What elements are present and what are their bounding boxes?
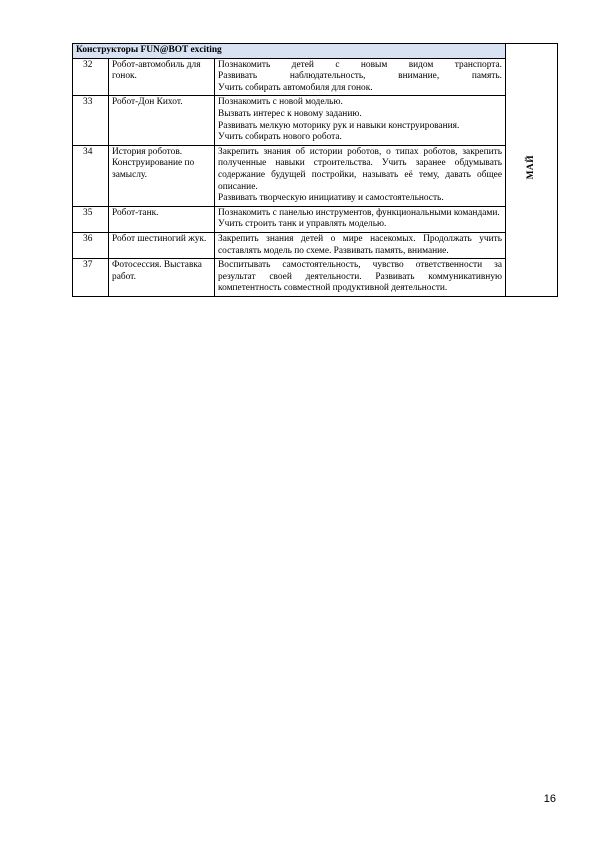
lesson-number: 34 xyxy=(73,145,109,206)
goal-line: Воспитывать самостоятельность, чувство ответственности за результат своей деятельности. Развивать коммуникативную компетентность совместной продуктивной деятельности. xyxy=(218,260,503,294)
goal-line: Учить строить танк и управлять моделью. xyxy=(218,219,387,230)
lesson-topic: Робот шестиногий жук. xyxy=(109,232,215,258)
table-row xyxy=(73,206,558,232)
goal-line: Познакомить с панелью инструментов, функциональными командами. xyxy=(218,207,500,218)
lesson-number: 36 xyxy=(73,232,109,258)
lesson-goals xyxy=(215,58,506,96)
table-row xyxy=(73,232,558,258)
lesson-number: 35 xyxy=(73,206,109,232)
lesson-topic: Робот-танк. xyxy=(109,206,215,232)
lesson-topic: Робот-автомобиль для гонок. xyxy=(109,58,215,96)
goal-line: Развивать творческую инициативу и самостоятельность. xyxy=(218,193,444,204)
goal-line: Познакомить с новой моделью. xyxy=(218,97,343,108)
goal-line: Учить собирать автомобиля для гонок. xyxy=(218,82,373,93)
lesson-topic: Робот-Дон Кихот. xyxy=(109,96,215,145)
goal-line: Развивать мелкую моторику рук и навыки конструирования. xyxy=(218,120,460,131)
lesson-goals xyxy=(215,96,506,145)
lesson-number: 33 xyxy=(73,96,109,145)
lesson-number: 37 xyxy=(73,259,109,297)
goal-line: Вызвать интерес к новому заданию. xyxy=(218,108,362,119)
goal-line: Развивать наблюдательность, внимание, память. xyxy=(218,71,503,82)
lesson-goals xyxy=(215,232,506,258)
lesson-goals xyxy=(215,206,506,232)
month-cell xyxy=(506,44,558,297)
page-number: 16 xyxy=(543,793,556,805)
lesson-goals xyxy=(215,145,506,206)
table-row xyxy=(73,145,558,206)
section-header-row xyxy=(73,44,558,59)
table-row xyxy=(73,96,558,145)
lesson-number: 32 xyxy=(73,58,109,96)
lesson-topic: История роботов. Конструирование по замыслу. xyxy=(109,145,215,206)
table-row xyxy=(73,58,558,96)
month-label: МАЙ xyxy=(525,155,536,180)
goal-line: Познакомить детей с новым видом транспорта. xyxy=(218,59,503,70)
lesson-plan-table xyxy=(72,43,558,297)
section-header: Конструкторы FUN@BOT exciting xyxy=(73,44,506,59)
goal-line: Закрепить знания об истории роботов, о типах роботов, закрепить полученные навыки строительства. Учить заранее обдумывать содержание будущей постройки, называть её тему, давать общее описание. xyxy=(218,146,503,192)
goal-line: Учить собирать нового робота. xyxy=(218,132,342,143)
table-row xyxy=(73,259,558,297)
lesson-goals xyxy=(215,259,506,297)
goal-line: Закрепить знания детей о мире насекомых. Продолжать учить составлять модель по схеме. Развивать память, внимание. xyxy=(218,233,503,256)
lesson-topic: Фотосессия. Выставка работ. xyxy=(109,259,215,297)
